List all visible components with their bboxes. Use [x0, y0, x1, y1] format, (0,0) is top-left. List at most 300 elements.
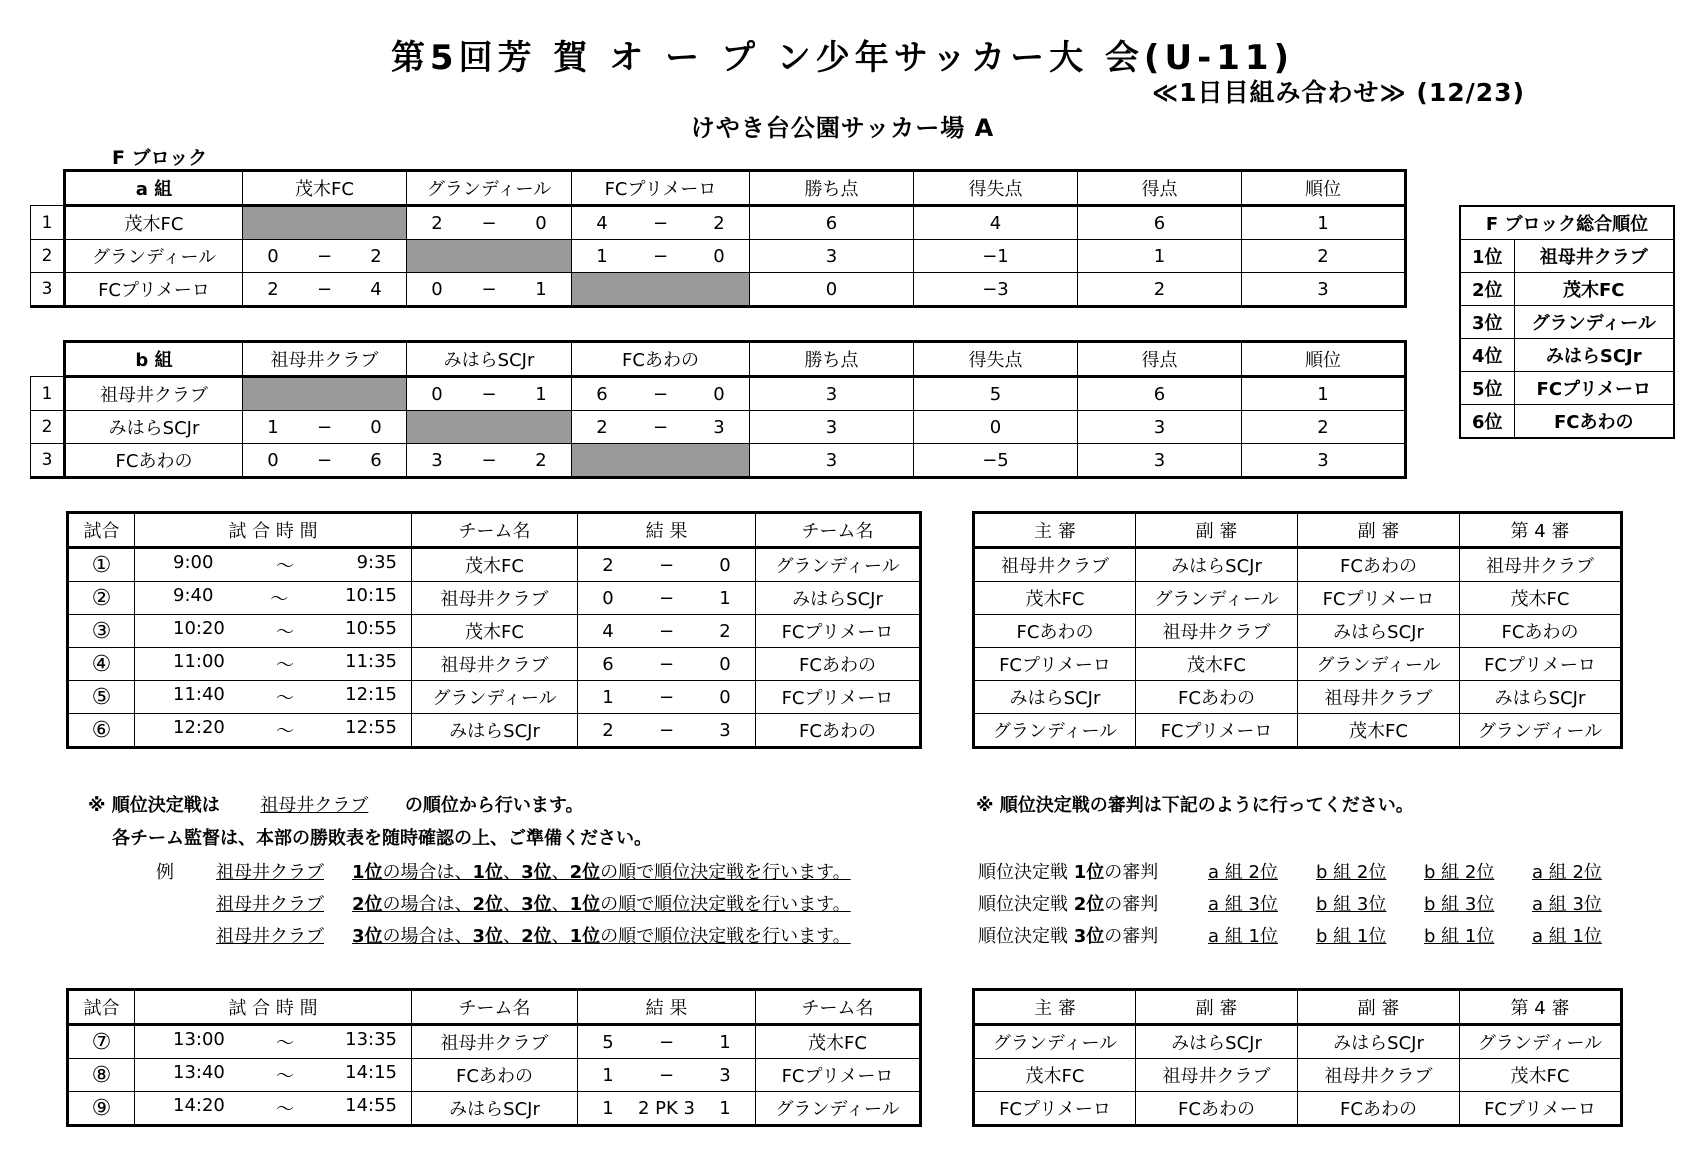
stat-value: −1	[914, 240, 1078, 273]
stat-value: 3	[750, 444, 914, 478]
row-number: 1	[31, 206, 65, 240]
score-home: 4	[602, 620, 614, 642]
score-against: 2	[535, 449, 547, 471]
referee-team: みはらSCJr	[1136, 548, 1298, 582]
start-time: 13:40	[173, 1062, 225, 1083]
referee-team: FCプリメーロ	[1460, 1092, 1622, 1126]
referee-rule-cell: b 組 1位	[1424, 926, 1495, 947]
row-number: 3	[31, 444, 65, 478]
rule-pre: 順位決定戦	[978, 894, 1074, 915]
row-number: 2	[31, 240, 65, 273]
score-home: 1	[602, 686, 614, 708]
match-schedule-1	[66, 511, 922, 749]
example-team: 祖母井クラブ	[216, 926, 324, 947]
example-part: 、	[551, 862, 570, 883]
score-cell	[407, 206, 572, 240]
score-home: 6	[602, 653, 614, 675]
referee-team: FCあわの	[1298, 1092, 1460, 1126]
stat-value: 5	[914, 377, 1078, 411]
stat-value: 3	[750, 240, 914, 273]
match-result	[578, 681, 756, 714]
team-away: FCあわの	[756, 648, 921, 681]
overall-row	[1460, 306, 1674, 339]
overall-row	[1460, 273, 1674, 306]
referee-team: みはらSCJr	[1460, 681, 1622, 714]
group-a-header-stat: 順位	[1242, 171, 1406, 206]
stat-value: 6	[750, 206, 914, 240]
venue-label: けやき台公園サッカー場 A	[690, 114, 995, 142]
referee-header-main: 主 審	[974, 990, 1136, 1025]
score-dash: −	[652, 245, 669, 267]
group-b-row	[31, 377, 1406, 411]
team-name: グランディール	[65, 240, 243, 273]
match-row	[68, 1059, 921, 1092]
referee-row	[974, 681, 1622, 714]
match-table-2	[66, 988, 922, 1127]
end-time: 14:55	[345, 1095, 397, 1116]
match-row	[68, 1025, 921, 1059]
score-home: 1	[602, 1097, 614, 1119]
stat-value: 0	[750, 273, 914, 307]
rule-post: の審判	[1104, 862, 1159, 883]
example-part: の場合は、	[382, 894, 473, 915]
stat-value: −5	[914, 444, 1078, 478]
score-for: 0	[431, 278, 443, 300]
overall-team: FCあわの	[1514, 405, 1674, 439]
match-time	[135, 681, 412, 714]
match-row	[68, 681, 921, 714]
score-dash: −	[481, 278, 497, 300]
group-a-header-team: グランディール	[407, 171, 572, 206]
start-time: 11:00	[173, 651, 225, 672]
ref1-header-row	[974, 513, 1622, 548]
stat-value: 3	[750, 377, 914, 411]
group-a-table	[30, 169, 1407, 308]
group-b-header-stat: 順位	[1242, 342, 1406, 377]
group-b-header-stat: 得点	[1078, 342, 1242, 377]
match-result	[578, 1059, 756, 1092]
overall-team: グランディール	[1514, 306, 1674, 339]
stat-value: 2	[1242, 240, 1406, 273]
match-time	[135, 648, 412, 681]
referee-team: 茂木FC	[1298, 714, 1460, 748]
group-b-standings	[30, 340, 1407, 479]
referee-team: FCプリメーロ	[1136, 714, 1298, 748]
group-b-label: b 組	[65, 342, 243, 377]
stat-value: 6	[1078, 377, 1242, 411]
end-time: 13:35	[345, 1029, 397, 1050]
overall-title: F ブロック総合順位	[1460, 206, 1674, 240]
group-b-header-row	[31, 342, 1406, 377]
match-number: ④	[68, 648, 135, 681]
example-part: 1位	[472, 862, 504, 883]
rule-pos: 1位	[1073, 862, 1105, 883]
ranking-note-team: 祖母井クラブ	[260, 795, 369, 816]
overall-rank: 4位	[1460, 339, 1514, 372]
match-result	[578, 714, 756, 748]
score-cell	[572, 240, 750, 273]
match-time	[135, 1092, 412, 1126]
referee-team: 祖母井クラブ	[1136, 1059, 1298, 1092]
header-team2: チーム名	[756, 990, 921, 1025]
overall-team: 茂木FC	[1514, 273, 1674, 306]
match-result	[578, 615, 756, 648]
rule-post: の審判	[1104, 894, 1159, 915]
blank-cell	[31, 171, 65, 206]
referee-team: FCプリメーロ	[974, 1092, 1136, 1126]
team-home: FCあわの	[412, 1059, 578, 1092]
referee-row	[974, 714, 1622, 748]
self-match-cell	[243, 377, 407, 411]
start-time: 12:20	[173, 717, 225, 738]
group-a-header-stat: 得点	[1078, 171, 1242, 206]
example-part: 3位	[521, 862, 552, 883]
referee-team: みはらSCJr	[1136, 1025, 1298, 1059]
score-cell	[243, 444, 407, 478]
row-number: 1	[31, 377, 65, 411]
score-dash: −	[481, 212, 497, 234]
rule-pos: 2位	[1073, 894, 1105, 915]
stat-value: 6	[1078, 206, 1242, 240]
match-time	[135, 1025, 412, 1059]
referee-team: 祖母井クラブ	[974, 548, 1136, 582]
time-separator: 〜	[276, 655, 294, 676]
score-for: 1	[267, 416, 279, 438]
match-row	[68, 714, 921, 748]
referee-team: FCあわの	[1136, 1092, 1298, 1126]
referee-team: FCプリメーロ	[1460, 648, 1622, 681]
referee-rule-label	[978, 922, 1208, 948]
score-cell	[243, 240, 407, 273]
score-away: 0	[719, 686, 731, 708]
stat-value: 3	[1242, 273, 1406, 307]
time-separator: 〜	[276, 1033, 294, 1054]
team-away: みはらSCJr	[756, 582, 921, 615]
rule-pre: 順位決定戦	[978, 862, 1074, 883]
team-home: 祖母井クラブ	[412, 648, 578, 681]
stat-value: 2	[1078, 273, 1242, 307]
rule-pre: 順位決定戦	[978, 926, 1074, 947]
referee-rule-cell: b 組 2位	[1424, 862, 1495, 883]
referee-team: FCあわの	[974, 615, 1136, 648]
referee-team: 祖母井クラブ	[1136, 615, 1298, 648]
referee-team: FCプリメーロ	[974, 648, 1136, 681]
referee-team: グランディール	[974, 714, 1136, 748]
group-b-header-stat: 得失点	[914, 342, 1078, 377]
self-match-cell	[572, 273, 750, 307]
score-for: 3	[431, 449, 443, 471]
referee-header-sub2: 副 審	[1298, 990, 1460, 1025]
referee-header-sub2: 副 審	[1298, 513, 1460, 548]
score-dash: −	[658, 620, 675, 642]
time-separator: 〜	[276, 622, 294, 643]
referee-rule-line	[978, 890, 1640, 922]
end-time: 10:55	[345, 618, 397, 639]
header-result: 結 果	[578, 513, 756, 548]
referee-row	[974, 548, 1622, 582]
overall-row	[1460, 372, 1674, 405]
referee-rule-cell: a 組 2位	[1532, 862, 1602, 883]
example-part: 、	[503, 894, 522, 915]
referee-rule-cell: b 組 2位	[1316, 862, 1387, 883]
ref2-header-row	[974, 990, 1622, 1025]
score-dash: −	[658, 1064, 675, 1086]
header-team2: チーム名	[756, 513, 921, 548]
referee-row	[974, 582, 1622, 615]
overall-team: 祖母井クラブ	[1514, 240, 1674, 273]
score-dash: −	[652, 416, 669, 438]
referee-team: グランディール	[1136, 582, 1298, 615]
referee-rule-label	[978, 858, 1208, 884]
stat-value: 3	[750, 411, 914, 444]
group-a-label: a 組	[65, 171, 243, 206]
team-home: みはらSCJr	[412, 714, 578, 748]
overall-rank: 6位	[1460, 405, 1514, 439]
referee-team: 茂木FC	[1460, 582, 1622, 615]
group-b-header-team: みはらSCJr	[407, 342, 572, 377]
score-away: 2	[719, 620, 731, 642]
team-away: グランディール	[756, 1092, 921, 1126]
referee-rule-line	[978, 858, 1640, 890]
score-cell	[407, 444, 572, 478]
referee-header-sub1: 副 審	[1136, 990, 1298, 1025]
score-dash: −	[316, 449, 333, 471]
ranking-note-suffix: の順位から行います。	[404, 795, 584, 816]
header-match: 試合	[68, 513, 135, 548]
group-b-header-stat: 勝ち点	[750, 342, 914, 377]
referee-header-main: 主 審	[974, 513, 1136, 548]
stat-value: 3	[1078, 444, 1242, 478]
referee-team: グランディール	[1460, 714, 1622, 748]
manager-note: 各チーム監督は、本部の勝敗表を随時確認の上、ご準備ください。	[112, 828, 652, 849]
team-home: 祖母井クラブ	[412, 1025, 578, 1059]
example-part: 1位	[569, 894, 601, 915]
match-number: ①	[68, 548, 135, 582]
header-time: 試 合 時 間	[135, 513, 412, 548]
stat-value: 3	[1078, 411, 1242, 444]
referee-rule-label	[978, 890, 1208, 916]
referee-rule-cell: a 組 3位	[1208, 894, 1278, 915]
example-part: 3位	[472, 926, 504, 947]
end-time: 12:55	[345, 717, 397, 738]
match-row	[68, 582, 921, 615]
score-against: 0	[713, 383, 725, 405]
referee-team: 茂木FC	[1460, 1059, 1622, 1092]
overall-ranking	[1459, 205, 1675, 439]
referee-rules	[978, 858, 1640, 954]
referee-rule-cell: a 組 2位	[1208, 862, 1278, 883]
stat-value: 3	[1242, 444, 1406, 478]
score-home: 2	[602, 554, 614, 576]
score-against: 4	[370, 278, 382, 300]
score-dash: −	[658, 554, 675, 576]
team-home: 祖母井クラブ	[412, 582, 578, 615]
match-number: ⑦	[68, 1025, 135, 1059]
example-part: 1位	[569, 926, 601, 947]
referee-rule-cell: b 組 1位	[1316, 926, 1387, 947]
score-for: 2	[267, 278, 279, 300]
example-part: 、	[503, 862, 522, 883]
group-a-header-team: FCプリメーロ	[572, 171, 750, 206]
referee-row	[974, 1059, 1622, 1092]
team-away: FCプリメーロ	[756, 615, 921, 648]
overall-rank: 2位	[1460, 273, 1514, 306]
example-part: の順で順位決定戦を行います。	[600, 926, 851, 947]
stat-value: 2	[1242, 411, 1406, 444]
team-name: 茂木FC	[65, 206, 243, 240]
referee-note: ※ 順位決定戦の審判は下記のように行ってください。	[976, 795, 1414, 816]
score-home: 1	[602, 1064, 614, 1086]
score-for: 1	[596, 245, 608, 267]
score-cell	[407, 377, 572, 411]
score-dash: −	[316, 278, 333, 300]
score-dash: −	[481, 449, 497, 471]
overall-rank: 1位	[1460, 240, 1514, 273]
group-a-header-row	[31, 171, 1406, 206]
score-dash: −	[658, 1031, 675, 1053]
score-cell	[572, 377, 750, 411]
overall-ranking-table	[1459, 205, 1675, 439]
referee-row	[974, 648, 1622, 681]
referee-team: みはらSCJr	[974, 681, 1136, 714]
rule-post: の審判	[1104, 926, 1159, 947]
ranking-note	[88, 791, 583, 817]
match-schedule-2	[66, 988, 922, 1127]
end-time: 12:15	[345, 684, 397, 705]
header-result: 結 果	[578, 990, 756, 1025]
overall-title-row	[1460, 206, 1674, 240]
match-time	[135, 582, 412, 615]
score-away: 0	[719, 554, 731, 576]
group-a-header-stat: 得失点	[914, 171, 1078, 206]
match-result	[578, 648, 756, 681]
score-dash: −	[652, 212, 669, 234]
score-for: 4	[596, 212, 608, 234]
match-number: ③	[68, 615, 135, 648]
overall-row	[1460, 240, 1674, 273]
end-time: 10:15	[345, 585, 397, 606]
score-away: 1	[719, 587, 731, 609]
example-line	[216, 922, 851, 954]
blank-cell	[31, 342, 65, 377]
score-dash: −	[658, 587, 675, 609]
score-cell	[243, 411, 407, 444]
group-b-row	[31, 444, 1406, 478]
score-for: 2	[431, 212, 443, 234]
match2-header-row	[68, 990, 921, 1025]
block-label: F ブロック	[112, 147, 208, 169]
start-time: 13:00	[173, 1029, 225, 1050]
referee-team: 茂木FC	[974, 1059, 1136, 1092]
score-for: 0	[267, 449, 279, 471]
match-time	[135, 548, 412, 582]
header-match: 試合	[68, 990, 135, 1025]
team-away: FCあわの	[756, 714, 921, 748]
team-home: 茂木FC	[412, 615, 578, 648]
example-text	[352, 894, 851, 915]
example-part: の順で順位決定戦を行います。	[600, 862, 851, 883]
example-part: 、	[503, 926, 522, 947]
overall-rank: 5位	[1460, 372, 1514, 405]
referee-team: グランディール	[1298, 648, 1460, 681]
referee-header-fourth: 第 4 審	[1460, 990, 1622, 1025]
match-row	[68, 1092, 921, 1126]
header-time: 試 合 時 間	[135, 990, 412, 1025]
score-for: 6	[596, 383, 608, 405]
time-separator: 〜	[276, 556, 294, 577]
score-for: 0	[431, 383, 443, 405]
match-number: ⑨	[68, 1092, 135, 1126]
referee-rule-cell: a 組 1位	[1532, 926, 1602, 947]
time-separator: 〜	[276, 688, 294, 709]
example-line	[216, 858, 851, 890]
match-table-1	[66, 511, 922, 749]
match-time	[135, 615, 412, 648]
referee-team: 茂木FC	[1136, 648, 1298, 681]
score-dash: −	[658, 686, 675, 708]
team-home: グランディール	[412, 681, 578, 714]
team-away: 茂木FC	[756, 1025, 921, 1059]
examples-list	[216, 858, 851, 954]
example-part: 2位	[472, 894, 504, 915]
score-against: 2	[370, 245, 382, 267]
example-part: 2位	[352, 894, 383, 915]
referee-team: FCあわの	[1298, 548, 1460, 582]
self-match-cell	[407, 240, 572, 273]
referee-rule-cell: a 組 1位	[1208, 926, 1278, 947]
example-label: 例	[156, 862, 174, 883]
score-against: 0	[713, 245, 725, 267]
score-away: 3	[719, 1064, 731, 1086]
referee-team: みはらSCJr	[1298, 615, 1460, 648]
stat-value: −3	[914, 273, 1078, 307]
time-separator: 〜	[276, 721, 294, 742]
start-time: 11:40	[173, 684, 225, 705]
match1-header-row	[68, 513, 921, 548]
group-a-header-team: 茂木FC	[243, 171, 407, 206]
self-match-cell	[572, 444, 750, 478]
referee-team: FCあわの	[1460, 615, 1622, 648]
referee-team: 祖母井クラブ	[1298, 1059, 1460, 1092]
score-away: 1	[719, 1097, 731, 1119]
referee-header-sub1: 副 審	[1136, 513, 1298, 548]
score-for: 2	[596, 416, 608, 438]
example-part: の順で順位決定戦を行います。	[600, 894, 851, 915]
referee-rule-cell: b 組 3位	[1424, 894, 1495, 915]
score-home: 2	[602, 719, 614, 741]
example-part: の場合は、	[382, 862, 473, 883]
page-title: 第5回芳 賀 オ ー プ ン少年サッカー大 会(U-11)	[390, 38, 1295, 78]
score-against: 0	[535, 212, 547, 234]
team-name: FCプリメーロ	[65, 273, 243, 307]
overall-row	[1460, 339, 1674, 372]
overall-team: みはらSCJr	[1514, 339, 1674, 372]
referee-table-1	[972, 511, 1623, 749]
referee-team: 茂木FC	[974, 582, 1136, 615]
referee-row	[974, 1025, 1622, 1059]
referee-team: グランディール	[974, 1025, 1136, 1059]
group-b-row	[31, 411, 1406, 444]
overall-team: FCプリメーロ	[1514, 372, 1674, 405]
start-time: 9:00	[173, 552, 214, 573]
example-team: 祖母井クラブ	[216, 862, 324, 883]
referee-team: 祖母井クラブ	[1298, 681, 1460, 714]
referee-header-fourth: 第 4 審	[1460, 513, 1622, 548]
score-away: 3	[719, 719, 731, 741]
referee-rule-cell: a 組 3位	[1532, 894, 1602, 915]
example-line	[216, 890, 851, 922]
score-against: 0	[370, 416, 382, 438]
